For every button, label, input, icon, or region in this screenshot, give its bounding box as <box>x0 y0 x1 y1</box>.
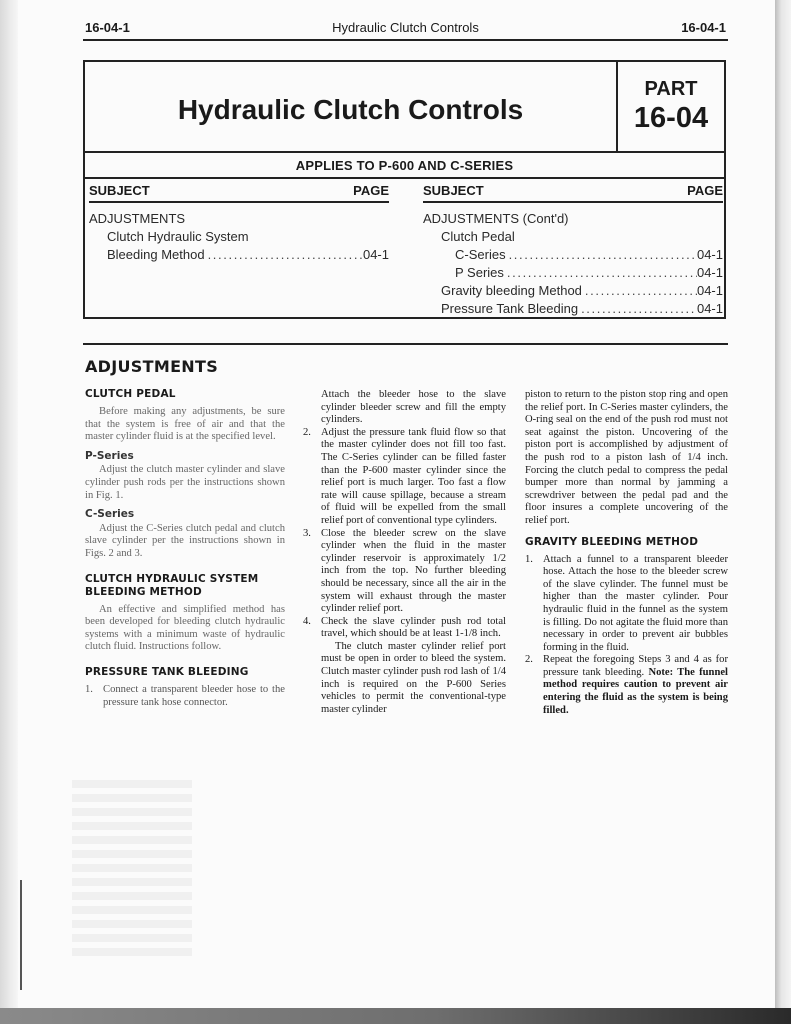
running-head <box>83 17 728 41</box>
step-number: 1. <box>85 683 93 695</box>
pressure-tank-steps-cont <box>303 427 506 641</box>
text-column-1 <box>85 388 285 709</box>
applies-to-heading: APPLIES TO P-600 AND C-SERIES <box>295 158 514 173</box>
toc-entry-page: 04-1 <box>696 283 723 298</box>
step-text: Close the bleeder screw on the slave cylinder when the fluid in the master cylinder reservoir is approximately 1/2 inch from the top. No further bleeding should be necessary, since all the air in the system will exhaust through the master cylinder relief port. <box>321 527 506 615</box>
step-text: Check the slave cylinder push rod total travel, which should be at least 1-1/8 inch. <box>321 615 506 640</box>
toc-column-right <box>423 181 723 318</box>
toc-divider <box>85 177 724 179</box>
list-item <box>525 554 728 655</box>
toc-entry-label: Gravity bleeding Method <box>441 283 582 298</box>
heading-bleeding-method: CLUTCH HYDRAULIC SYSTEM BLEEDING METHOD <box>85 572 259 598</box>
step-number: 1. <box>525 553 533 565</box>
toc-entry-label: Clutch Hydraulic System <box>107 229 249 244</box>
step-text: Attach a funnel to a transparent bleeder hose. Attach the hose to the bleeder screw of the slave cylinder. The funnel must be higher than the master cylinder. Pour hydraulic fluid in the funnel as the system is filling. Do not agitate the fluid more than necessary in order to prevent air bubbles forming in the fluid. <box>543 553 728 653</box>
page-bottom-edge-shadow <box>0 1008 791 1024</box>
toc-entry-page: 04-1 <box>696 265 723 280</box>
section-divider <box>83 343 728 345</box>
step-number: 2. <box>303 426 311 438</box>
step-text: Adjust the pressure tank fluid flow so that the master cylinder does not fill too fast. The C-Series cylinder can be filled faster than the P-600 master cylinder since the relief port is much larger. Too fast a flow rate will cause spillage, because a stream of fluid will be expelled from the small relief port of conventional type cylinders. <box>321 426 506 526</box>
toc-entry-label: Clutch Pedal <box>441 229 515 244</box>
toc-entry[interactable] <box>423 264 723 282</box>
page-left-edge-shadow <box>0 0 18 1024</box>
toc-entry-label: ADJUSTMENTS <box>89 211 186 226</box>
heading-p-series: P-Series <box>85 449 134 462</box>
list-item <box>303 427 506 528</box>
toc-entry-page: 04-1 <box>696 301 723 316</box>
toc-entry-label: C-Series <box>455 247 506 262</box>
page-header: PAGE <box>687 183 723 198</box>
toc-entry-page: 04-1 <box>696 247 723 262</box>
title-block <box>83 60 726 153</box>
list-item <box>303 616 506 641</box>
note-text: Note: The funnel method requires caution to prevent air entering the fluid as the system is being filled. <box>543 666 728 716</box>
toc-entry[interactable] <box>423 228 723 246</box>
paragraph-relief-port: The clutch master cylinder relief port must be open in order to bleed the system. Clutch master cylinder push rod lash of 1/4 inch is required on the P-600 Series vehicles to permit the conventional-type master cylinder <box>321 640 506 715</box>
paragraph-p-series: Adjust the clutch master cylinder and slave cylinder push rods per the instructions shown in Fig. 1. <box>85 464 285 501</box>
list-item <box>303 528 506 616</box>
toc-entry[interactable] <box>423 300 723 318</box>
toc-entry[interactable] <box>423 282 723 300</box>
text-column-3 <box>525 389 728 717</box>
paragraph-relief-port-cont: piston to return to the piston stop ring and open the relief port. In C-Series master cylinders, the O-ring seal on the end of the push rod must not seat against the piston. Uncovering of the piston port is accomplished by adjustment of the push rod to a piston lash of 1/4 inch. Forcing the clutch pedal to compress the pedal bumper more than normal by jamming a screwdriver between the pedal pad and the floor insures a complete uncovering of the relief port. <box>525 389 728 526</box>
toc-header <box>423 181 723 203</box>
dot-leader <box>578 300 697 318</box>
toc-entry[interactable] <box>89 210 389 228</box>
heading-pressure-tank: PRESSURE TANK BLEEDING <box>85 665 249 678</box>
list-item <box>525 654 728 717</box>
toc-entry[interactable] <box>423 210 723 228</box>
dot-leader <box>582 282 697 300</box>
section-title: ADJUSTMENTS <box>85 357 219 376</box>
part-label: PART <box>644 78 698 100</box>
document-title: Hydraulic Clutch Controls <box>85 62 618 151</box>
table-of-contents <box>83 151 726 319</box>
subject-header: SUBJECT <box>89 183 150 198</box>
gravity-steps <box>525 554 728 718</box>
step-number: 4. <box>303 615 311 627</box>
toc-entry-page: 04-1 <box>362 247 389 262</box>
step-text: Repeat the foregoing Steps 3 and 4 as for pressure tank bleeding. <box>543 654 728 678</box>
toc-entry[interactable] <box>89 228 389 246</box>
step-text: Connect a transparent bleeder hose to the pressure tank hose connector. <box>103 683 285 708</box>
step-continuation: Attach the bleeder hose to the slave cylinder bleeder screw and fill the empty cylinders. <box>321 389 506 426</box>
page-header: PAGE <box>353 183 389 198</box>
toc-entry[interactable] <box>423 246 723 264</box>
binding-mark <box>20 880 22 990</box>
text-column-2 <box>303 389 506 716</box>
toc-header <box>89 181 389 203</box>
heading-clutch-pedal: CLUTCH PEDAL <box>85 388 176 400</box>
step-number: 2. <box>525 654 533 666</box>
dot-leader <box>506 246 697 264</box>
toc-column-left <box>89 181 389 264</box>
part-number: 16-04 <box>633 102 709 134</box>
step-number: 3. <box>303 527 311 539</box>
toc-entry-label: Pressure Tank Bleeding <box>441 301 579 316</box>
toc-entry[interactable] <box>89 246 389 264</box>
heading-c-series: C-Series <box>85 508 135 521</box>
pressure-tank-steps <box>85 684 285 709</box>
heading-gravity-bleeding: GRAVITY BLEEDING METHOD <box>525 535 699 548</box>
toc-entry-label: ADJUSTMENTS (Cont'd) <box>423 211 569 226</box>
part-box <box>618 62 724 151</box>
subject-header: SUBJECT <box>423 183 484 198</box>
page-number-right: 16-04-1 <box>681 20 726 35</box>
page-number-left: 16-04-1 <box>85 20 130 35</box>
list-item <box>85 684 285 709</box>
paragraph-bleeding-method: An effective and simplified method has been developed for bleeding clutch hydraulic systems with a minimum waste of hydraulic clutch fluid. Instructions follow. <box>85 603 285 653</box>
paragraph-c-series: Adjust the C-Series clutch pedal and clutch slave cylinder per the instructions shown in Figs. 2 and 3. <box>85 522 285 559</box>
bleed-through-text <box>72 780 192 960</box>
dot-leader <box>504 264 697 282</box>
toc-entry-label: Bleeding Method <box>107 247 205 262</box>
toc-entry-label: P Series <box>455 265 504 280</box>
dot-leader <box>205 246 363 264</box>
paragraph-intro: Before making any adjustments, be sure that the system is free of air and that the master cylinder fluid is at the specified level. <box>85 406 285 443</box>
running-title: Hydraulic Clutch Controls <box>332 20 479 35</box>
page-right-edge-shadow <box>775 0 791 1024</box>
